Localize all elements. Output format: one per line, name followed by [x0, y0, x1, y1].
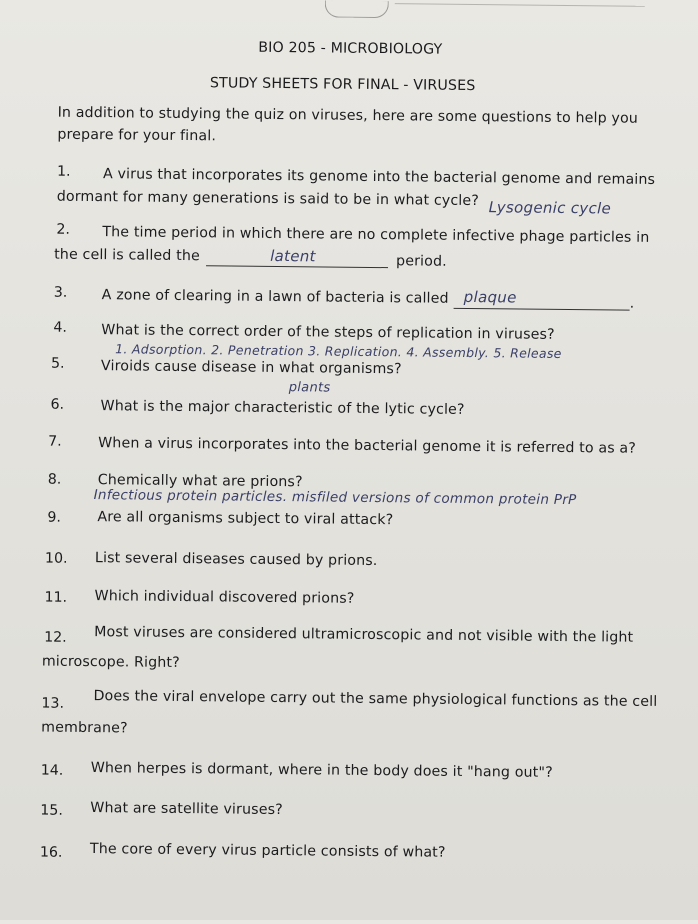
question-number-9: 9. [47, 509, 62, 526]
top-edge-line [395, 3, 645, 7]
answer-4-handwritten: 1. Adsorption. 2. Penetration 3. Replication. 4. Assembly. 5. Release [115, 341, 562, 361]
question-4-line-1: What is the correct order of the steps of replication in viruses? [101, 322, 555, 343]
question-5-line-1: Viroids cause disease in what organisms? [100, 358, 402, 378]
answer-blank-2 [206, 265, 388, 268]
question-2-line-2b: period. [396, 253, 447, 270]
question-1-line-2: dormant for many generations is said to be in what cycle? [56, 188, 480, 210]
question-7-line-1: When a virus incorporates into the bacterial genome it is referred to as a? [98, 435, 637, 457]
sheet-title: STUDY SHEETS FOR FINAL - VIRUSES [209, 75, 476, 95]
question-number-16: 16. [39, 844, 63, 861]
answer-3-handwritten: plaque [463, 287, 517, 307]
question-2-line-1: The time period in which there are no complete infective phage particles in [102, 224, 650, 246]
question-number-7: 7. [48, 433, 62, 450]
question-number-14: 14. [40, 762, 64, 779]
question-16-line-1: The core of every virus particle consists of what? [89, 841, 446, 861]
question-number-12: 12. [44, 629, 67, 646]
question-number-10: 10. [44, 550, 68, 567]
intro-line-1: In addition to studying the quiz on viruses, here are some questions to help you [57, 104, 639, 127]
binder-clip-mark [325, 0, 389, 18]
question-13-line-2: membrane? [41, 719, 128, 737]
question-11-line-1: Which individual discovered prions? [94, 588, 355, 607]
question-9-line-1: Are all organisms subject to viral attack? [97, 509, 394, 529]
answer-blank-3 [454, 308, 630, 311]
question-6-line-1: What is the major characteristic of the lytic cycle? [100, 398, 465, 418]
answer-2-handwritten: latent [270, 246, 316, 266]
question-14-line-1: When herpes is dormant, where in the body does it "hang out"? [90, 760, 553, 781]
question-number-6: 6. [50, 396, 65, 413]
question-number-3: 3. [53, 284, 68, 301]
question-10-line-1: List several diseases caused by prions. [94, 550, 378, 570]
answer-8-handwritten: Infectious protein particles. misfiled versions of common protein PrP [93, 487, 577, 509]
question-2-line-2a: the cell is called the [54, 246, 200, 265]
answer-1-handwritten: Lysogenic cycle [488, 198, 612, 218]
question-number-4: 4. [53, 319, 68, 336]
question-3-end: . [629, 295, 635, 312]
question-number-5: 5. [50, 355, 65, 372]
question-number-11: 11. [44, 589, 68, 606]
question-8-line-1: Chemically what are prions? [97, 472, 303, 491]
question-number-1: 1. [56, 163, 71, 180]
question-13-line-1: Does the viral envelope carry out the same physiological functions as the cell [93, 688, 658, 710]
intro-line-2: prepare for your final. [57, 126, 217, 145]
question-3-line-1: A zone of clearing in a lawn of bacteria is called [101, 287, 449, 307]
question-12-line-1: Most viruses are considered ultramicroscopic and not visible with the light [94, 624, 634, 646]
question-number-13: 13. [41, 695, 65, 712]
question-number-8: 8. [47, 471, 62, 488]
question-15-line-1: What are satellite viruses? [90, 800, 283, 819]
question-12-line-2: microscope. Right? [41, 653, 180, 671]
question-number-2: 2. [56, 221, 71, 238]
question-number-15: 15. [40, 802, 63, 819]
question-1-line-1: A virus that incorporates its genome into the bacterial genome and remains [102, 166, 656, 188]
answer-5-handwritten: plants [288, 380, 331, 396]
course-title: BIO 205 - MICROBIOLOGY [258, 39, 443, 58]
